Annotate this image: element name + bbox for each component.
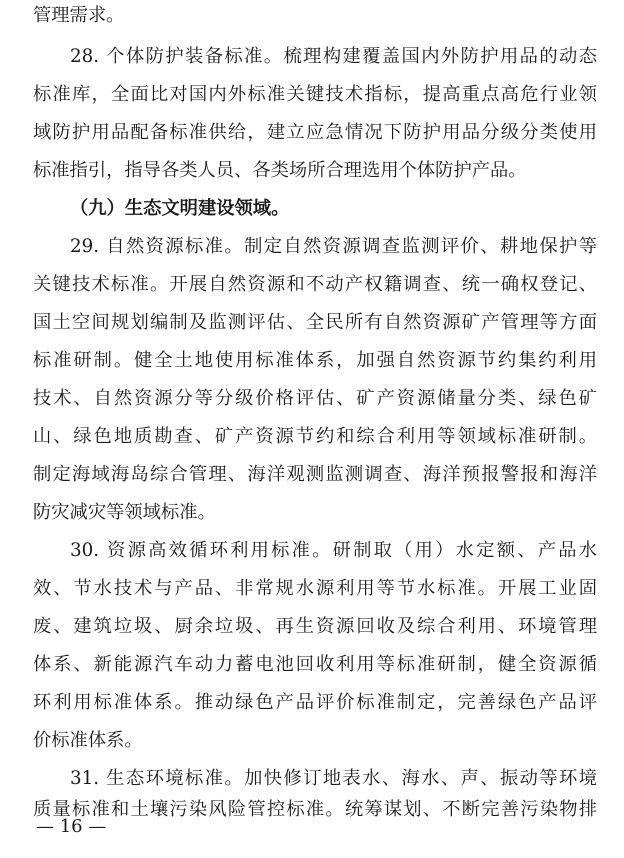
text-line: 标准指引，指导各类人员、各类场所合理选用个体防护产品。	[33, 160, 527, 181]
text-line: 管理需求。	[33, 5, 125, 26]
text-line: 效、节水技术与产品、非常规水源利用等节水标准。开展工业固	[33, 578, 597, 599]
text-line: 30. 资源高效循环利用标准。研制取（用）水定额、产品水	[70, 540, 597, 561]
text-line: 环利用标准体系。推动绿色产品评价标准制定，完善绿色产品评	[33, 692, 597, 713]
text-line: 28. 个体防护装备标准。梳理构建覆盖国内外防护用品的动态	[70, 46, 597, 67]
text-line: 国土空间规划编制及监测评估、全民所有自然资源矿产管理等方面	[33, 312, 597, 333]
text-line: 技术、自然资源分等分级价格评估、矿产资源储量分类、绿色矿	[33, 388, 597, 409]
text-line: 标准研制。健全土地使用标准体系，加强自然资源节约集约利用	[33, 350, 597, 371]
text-line: 关键技术标准。开展自然资源和不动产权籍调查、统一确权登记、	[33, 274, 597, 295]
section-heading: （九）生态文明建设领域。	[70, 198, 290, 219]
text-line: 废、建筑垃圾、厨余垃圾、再生资源回收及综合利用、环境管理	[33, 616, 597, 637]
text-line: 质量标准和土壤污染风险管控标准。统筹谋划、不断完善污染物排	[33, 799, 597, 820]
text-line: 标准库，全面比对国内外标准关键技术指标，提高重点高危行业领	[33, 84, 597, 105]
text-line: 价标准体系。	[33, 730, 143, 751]
text-line: 体系、新能源汽车动力蓄电池回收利用等标准研制，健全资源循	[33, 654, 597, 675]
text-line: 31. 生态环境标准。加快修订地表水、海水、声、振动等环境	[70, 768, 597, 789]
text-line: 29. 自然资源标准。制定自然资源调查监测评价、耕地保护等	[70, 236, 597, 257]
page-number: — 16 —	[36, 816, 107, 837]
text-line: 域防护用品配备标准供给，建立应急情况下防护用品分级分类使用	[33, 122, 597, 143]
text-line: 防灾减灾等领域标准。	[33, 502, 216, 523]
text-line: 制定海域海岛综合管理、海洋观测监测调查、海洋预报警报和海洋	[33, 464, 597, 485]
text-line: 山、绿色地质勘查、矿产资源节约和综合利用等领域标准研制。	[33, 426, 597, 447]
